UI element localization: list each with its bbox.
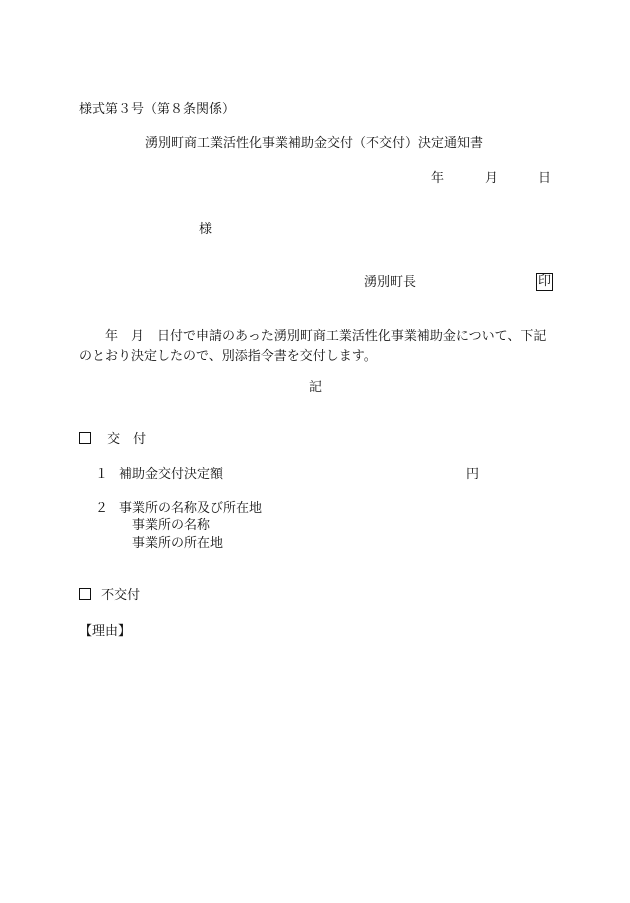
item2-sub-name: 事業所の名称: [132, 518, 211, 533]
no-grant-option: [79, 588, 140, 604]
ki-heading: 記: [309, 380, 323, 395]
no-grant-checkbox[interactable]: [79, 588, 91, 600]
seal-mark: [536, 273, 553, 291]
form-number: 様式第３号（第８条関係）: [79, 102, 236, 117]
date-month-label: 月: [485, 171, 499, 186]
item1-label: 補助金交付決定額: [119, 467, 224, 482]
item1-unit: 円: [466, 467, 480, 482]
item2-label: 事業所の名称及び所在地: [119, 501, 263, 516]
date-day-label: 日: [538, 171, 552, 186]
item2-number: ２: [95, 501, 109, 516]
item1-number: １: [95, 467, 109, 482]
grant-label: 交 付: [107, 432, 147, 447]
no-grant-label: 不交付: [101, 588, 141, 603]
addressee-suffix: 様: [199, 222, 213, 237]
reason-label: 【理由】: [79, 624, 132, 639]
date-year-label: 年: [431, 171, 445, 186]
issuer: 湧別町長: [364, 275, 417, 290]
item2-sub-address: 事業所の所在地: [132, 536, 224, 551]
grant-checkbox[interactable]: [79, 432, 91, 444]
seal-label: 印: [538, 274, 552, 289]
document-title: 湧別町商工業活性化事業補助金交付（不交付）決定通知書: [145, 136, 484, 151]
body-text: 年 月 日付で申請のあった湧別町商工業活性化事業補助金について、下記のとおり決定したので、別添指令書を交付します。: [79, 329, 547, 364]
grant-option: [79, 432, 146, 448]
